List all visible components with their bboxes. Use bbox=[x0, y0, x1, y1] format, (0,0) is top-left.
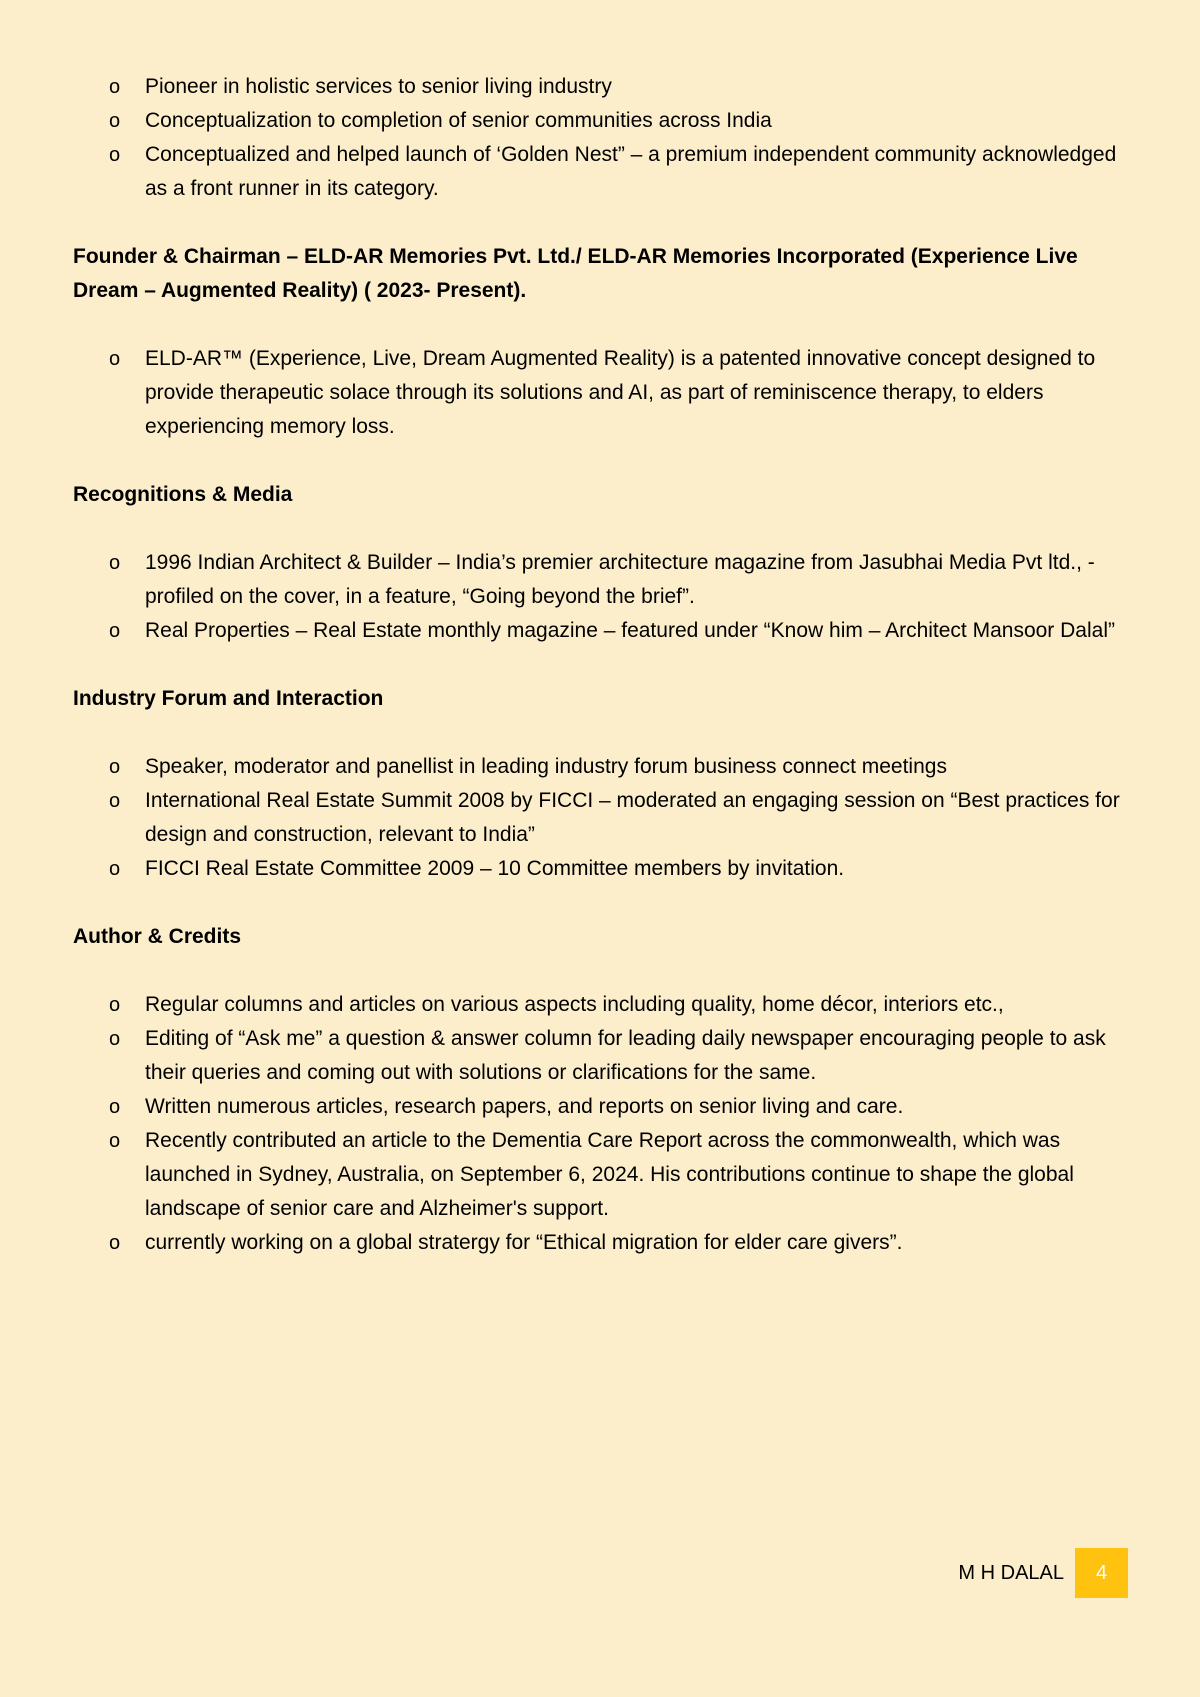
list-item: o Real Properties – Real Estate monthly magazine – featured under “Know him – Architect Mansoor Dalal” bbox=[73, 614, 1133, 648]
bullet-icon: o bbox=[109, 348, 121, 370]
footer-author-name: M H DALAL bbox=[958, 1562, 1064, 1584]
bullet-icon: o bbox=[109, 76, 121, 98]
bullet-icon: o bbox=[109, 1096, 121, 1118]
list-item: o Speaker, moderator and panellist in leading industry forum business connect meetings bbox=[73, 750, 1133, 784]
recognitions-heading: Recognitions & Media bbox=[73, 483, 293, 506]
list-item: o FICCI Real Estate Committee 2009 – 10 Committee members by invitation. bbox=[73, 852, 1133, 886]
bullet-icon: o bbox=[109, 110, 121, 132]
list-item: o currently working on a global stratergy for “Ethical migration for elder care givers”. bbox=[73, 1226, 1133, 1260]
list-item: o Pioneer in holistic services to senior living industry bbox=[73, 70, 1133, 104]
bullet-icon: o bbox=[109, 144, 121, 166]
list-item: o Editing of “Ask me” a question & answer column for leading daily newspaper encouraging people to ask their queries and coming out with solutions or clarifications for the same. bbox=[73, 1022, 1133, 1090]
page-content bbox=[73, 70, 1133, 1260]
bullet-icon: o bbox=[109, 1028, 121, 1050]
bullet-icon: o bbox=[109, 620, 121, 642]
author-heading: Author & Credits bbox=[73, 925, 241, 948]
bullet-icon: o bbox=[109, 858, 121, 880]
author-list bbox=[73, 988, 1133, 1260]
forum-heading: Industry Forum and Interaction bbox=[73, 687, 384, 710]
page-footer bbox=[0, 1548, 1128, 1598]
list-item: o 1996 Indian Architect & Builder – India’s premier architecture magazine from Jasubhai Media Pvt ltd., - profiled on the cover, in a feature, “Going beyond the brief”. bbox=[73, 546, 1133, 614]
bullet-icon: o bbox=[109, 1130, 121, 1152]
list-item: o Conceptualization to completion of senior communities across India bbox=[73, 104, 1133, 138]
list-item: o International Real Estate Summit 2008 by FICCI – moderated an engaging session on “Best practices for design and construction, relevant to India” bbox=[73, 784, 1133, 852]
intro-list bbox=[73, 70, 1133, 206]
bullet-icon: o bbox=[109, 994, 121, 1016]
bullet-icon: o bbox=[109, 756, 121, 778]
founder-list bbox=[73, 342, 1133, 444]
bullet-icon: o bbox=[109, 1232, 121, 1254]
list-item: o Regular columns and articles on various aspects including quality, home décor, interiors etc., bbox=[73, 988, 1133, 1022]
list-item: o ELD-AR™ (Experience, Live, Dream Augmented Reality) is a patented innovative concept designed to provide therapeutic solace through its solutions and AI, as part of reminiscence therapy, to elders experiencing memory loss. bbox=[73, 342, 1133, 444]
forum-list bbox=[73, 750, 1133, 886]
list-item: o Conceptualized and helped launch of ‘Golden Nest” – a premium independent community acknowledged as a front runner in its category. bbox=[73, 138, 1133, 206]
recognitions-list bbox=[73, 546, 1133, 648]
founder-heading: Founder & Chairman – ELD-AR Memories Pvt. Ltd./ ELD-AR Memories Incorporated (Experience Live Dream – Augmented Reality) ( 2023- Present). bbox=[73, 245, 1078, 302]
list-item: o Written numerous articles, research papers, and reports on senior living and care. bbox=[73, 1090, 1133, 1124]
page-number-badge: 4 bbox=[1075, 1548, 1128, 1598]
bullet-icon: o bbox=[109, 552, 121, 574]
bullet-icon: o bbox=[109, 790, 121, 812]
list-item: o Recently contributed an article to the Dementia Care Report across the commonwealth, which was launched in Sydney, Australia, on September 6, 2024. His contributions continue to shape the global landscape of senior care and Alzheimer's support. bbox=[73, 1124, 1133, 1226]
